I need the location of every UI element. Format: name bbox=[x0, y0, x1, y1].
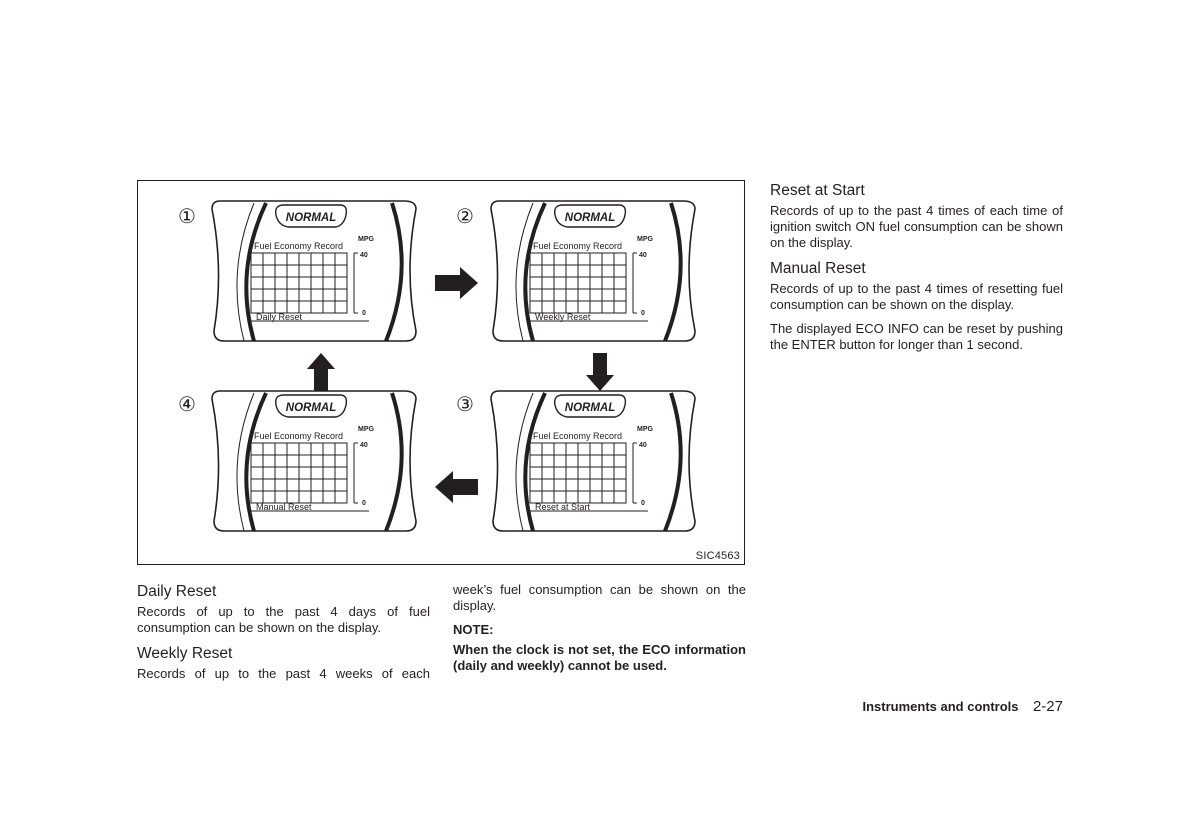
panel-title: Fuel Economy Record bbox=[533, 431, 623, 441]
reset-at-start-text: Records of up to the past 4 times of each time of ignition switch ON fuel consumption can be shown on the display. bbox=[770, 203, 1063, 250]
right-column bbox=[770, 181, 1063, 353]
arrow-down-icon bbox=[586, 353, 614, 391]
panel-badge: NORMAL bbox=[285, 402, 337, 414]
scale-top: 40 bbox=[360, 442, 368, 449]
panel-title: Fuel Economy Record bbox=[254, 431, 344, 441]
scale-top: 40 bbox=[360, 252, 368, 259]
panel-badge: NORMAL bbox=[564, 212, 616, 224]
panel-reset-at-start bbox=[491, 391, 695, 531]
panel-mode-label: Manual Reset bbox=[256, 502, 312, 512]
scale-top: 40 bbox=[639, 442, 647, 449]
footer-section-title: Instruments and controls bbox=[862, 699, 1019, 714]
panel-number: ① bbox=[178, 204, 196, 228]
panel-unit: MPG bbox=[358, 236, 374, 243]
figure-code: SIC4563 bbox=[695, 550, 740, 562]
arrow-left-icon bbox=[435, 471, 478, 503]
panel-mode-label: Weekly Reset bbox=[535, 312, 591, 322]
scale-bottom: 0 bbox=[641, 310, 645, 317]
scale-top: 40 bbox=[639, 252, 647, 259]
middle-column bbox=[453, 582, 746, 674]
scale-bottom: 0 bbox=[362, 500, 366, 507]
weekly-reset-text: Records of up to the past 4 weeks of each bbox=[137, 666, 430, 681]
manual-reset-text: Records of up to the past 4 times of resetting fuel consumption can be shown on the display. bbox=[770, 281, 1063, 312]
eco-info-figure bbox=[137, 180, 745, 565]
daily-reset-text: Records of up to the past 4 days of fuel consumption can be shown on the display. bbox=[137, 604, 430, 635]
left-column bbox=[137, 582, 430, 682]
note-label: NOTE: bbox=[453, 622, 494, 637]
panel-mode-label: Daily Reset bbox=[256, 312, 303, 322]
footer-page-number: 2-27 bbox=[1032, 698, 1063, 715]
reset-at-start-heading: Reset at Start bbox=[770, 182, 865, 199]
panel-manual-reset bbox=[212, 391, 416, 531]
panel-unit: MPG bbox=[358, 426, 374, 433]
scale-bottom: 0 bbox=[641, 500, 645, 507]
page-footer bbox=[800, 698, 1063, 716]
manual-reset-heading: Manual Reset bbox=[770, 260, 866, 277]
panel-unit: MPG bbox=[637, 236, 653, 243]
arrow-right-icon bbox=[435, 267, 478, 299]
panel-mode-label: Reset at Start bbox=[535, 502, 591, 512]
panel-badge: NORMAL bbox=[285, 212, 337, 224]
panel-badge: NORMAL bbox=[564, 402, 616, 414]
reset-instruction-text: The displayed ECO INFO can be reset by pushing the ENTER button for longer than 1 second. bbox=[770, 321, 1063, 352]
eco-display-diagram bbox=[138, 181, 744, 564]
panel-number: ② bbox=[456, 204, 474, 228]
panel-weekly-reset bbox=[491, 201, 695, 341]
panel-daily-reset bbox=[212, 201, 416, 341]
note-text: When the clock is not set, the ECO information (daily and weekly) cannot be used. bbox=[453, 642, 746, 673]
panel-number: ③ bbox=[456, 392, 474, 416]
weekly-reset-heading: Weekly Reset bbox=[137, 645, 233, 662]
scale-bottom: 0 bbox=[362, 310, 366, 317]
panel-unit: MPG bbox=[637, 426, 653, 433]
weekly-reset-text-continued: week’s fuel consumption can be shown on the display. bbox=[453, 582, 746, 613]
daily-reset-heading: Daily Reset bbox=[137, 583, 217, 600]
panel-title: Fuel Economy Record bbox=[254, 241, 344, 251]
panel-title: Fuel Economy Record bbox=[533, 241, 623, 251]
panel-number: ④ bbox=[178, 392, 196, 416]
arrow-up-icon bbox=[307, 353, 335, 391]
